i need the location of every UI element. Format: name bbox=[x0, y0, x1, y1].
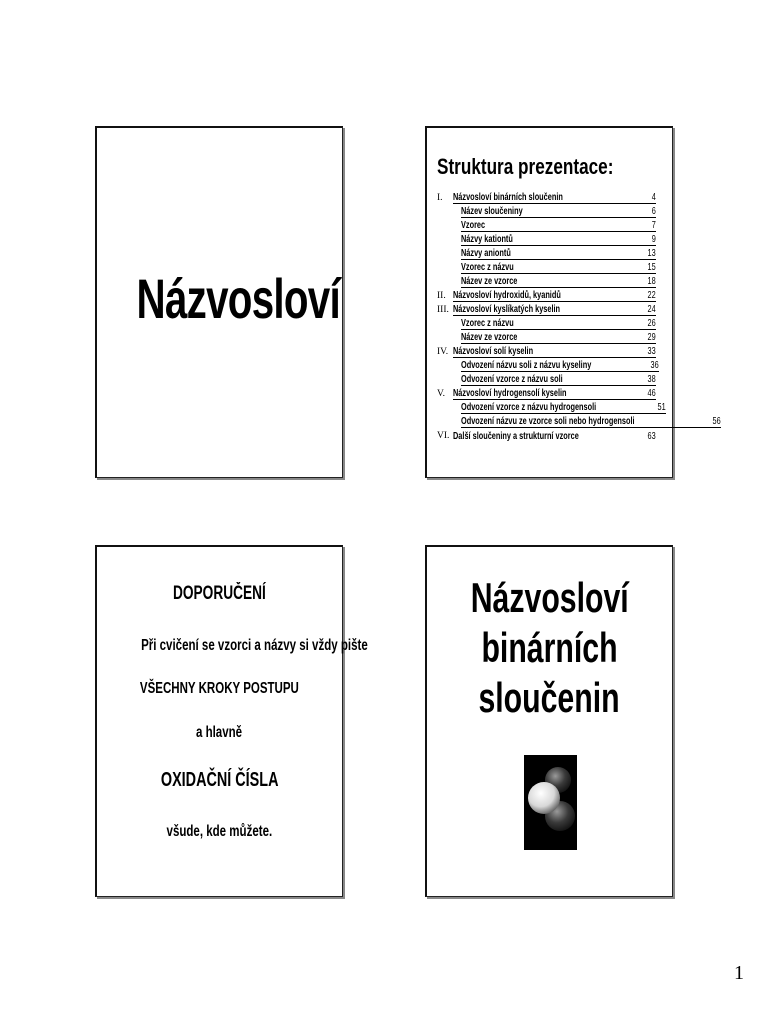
toc-item bbox=[437, 274, 656, 288]
toc-item-page: 6 bbox=[651, 205, 656, 217]
toc-item bbox=[437, 372, 656, 386]
toc-item bbox=[437, 358, 659, 372]
toc-item-label: Název ze vzorce bbox=[461, 331, 518, 343]
toc-item-page: 29 bbox=[647, 331, 656, 343]
toc-item bbox=[437, 386, 656, 400]
toc-item-label: Název sloučeniny bbox=[461, 205, 523, 217]
section-title: Názvosloví binárních sloučenin bbox=[470, 574, 629, 721]
toc-item-number: III. bbox=[437, 305, 449, 315]
toc-item bbox=[437, 246, 656, 260]
slide-title bbox=[95, 126, 343, 478]
slide-section-binary-compounds bbox=[425, 545, 673, 897]
toc-item-page: 22 bbox=[647, 289, 656, 301]
toc-item-label: Vzorec bbox=[461, 219, 486, 231]
toc-item-page: 13 bbox=[647, 247, 656, 259]
toc-item-number: V. bbox=[437, 389, 446, 399]
slide-table-of-contents bbox=[425, 126, 721, 478]
recommendation-line: všude, kde můžete. bbox=[166, 823, 273, 840]
toc-item-label: Odvození vzorce z názvu hydrogensoli bbox=[461, 401, 597, 413]
toc-item-label: Názvosloví hydroxidů, kyanidů bbox=[453, 289, 561, 301]
oxidation-numbers-heading: OXIDAČNÍ ČÍSLA bbox=[160, 769, 279, 791]
toc-item-label: Odvození názvu ze vzorce soli nebo hydrogensoli bbox=[461, 415, 635, 427]
page-number: 1 bbox=[734, 962, 744, 984]
toc-item bbox=[437, 414, 721, 428]
toc-heading: Struktura prezentace: bbox=[437, 154, 614, 179]
toc-item-page: 51 bbox=[657, 401, 666, 413]
toc-item-page: 33 bbox=[647, 345, 656, 357]
toc-item-page: 38 bbox=[647, 373, 656, 385]
toc-item-page: 26 bbox=[647, 317, 656, 329]
molecule-model-icon bbox=[524, 755, 577, 850]
toc-item-label: Názvosloví hydrogensolí kyselin bbox=[453, 387, 567, 399]
toc-item-page: 15 bbox=[647, 261, 656, 273]
toc-item-page: 24 bbox=[647, 303, 656, 315]
toc-item bbox=[437, 288, 656, 302]
toc-item-label: Názvosloví kyslíkatých kyselin bbox=[453, 303, 561, 315]
toc-list bbox=[437, 190, 721, 442]
toc-item-number: VI. bbox=[437, 431, 450, 441]
toc-item-label: Názvosloví solí kyselin bbox=[453, 345, 534, 357]
toc-item bbox=[437, 218, 656, 232]
toc-item-page: 9 bbox=[651, 233, 656, 245]
toc-item-page: 63 bbox=[647, 430, 656, 442]
toc-item-label: Vzorec z názvu bbox=[461, 317, 514, 329]
toc-item-page: 7 bbox=[651, 219, 656, 231]
toc-item bbox=[437, 204, 656, 218]
toc-item bbox=[437, 330, 656, 344]
recommendation-heading: DOPORUČENÍ bbox=[173, 583, 266, 604]
toc-item-label: Název ze vzorce bbox=[461, 275, 518, 287]
toc-item-label: Názvy aniontů bbox=[461, 247, 511, 259]
toc-item-label: Názvosloví binárních sloučenin bbox=[453, 191, 563, 203]
toc-item-label: Názvy kationtů bbox=[461, 233, 513, 245]
toc-item-page: 46 bbox=[647, 387, 656, 399]
toc-item bbox=[437, 344, 656, 358]
toc-item bbox=[437, 260, 656, 274]
toc-item-number: IV. bbox=[437, 347, 449, 357]
toc-item-page: 36 bbox=[650, 359, 659, 371]
toc-item-label: Odvození názvu soli z názvu kyseliny bbox=[461, 359, 592, 371]
toc-item-number: II. bbox=[437, 291, 446, 301]
toc-item-page: 56 bbox=[712, 415, 721, 427]
toc-item bbox=[437, 400, 666, 414]
toc-item bbox=[437, 316, 656, 330]
toc-item-page: 4 bbox=[651, 191, 656, 203]
recommendation-line: a hlavně bbox=[196, 724, 243, 741]
toc-item-label: Další sloučeniny a strukturní vzorce bbox=[453, 430, 579, 442]
toc-item-page: 18 bbox=[647, 275, 656, 287]
slide-title-text: Názvosloví bbox=[136, 267, 341, 330]
toc-item-label: Odvození vzorce z názvu soli bbox=[461, 373, 563, 385]
molecule-image bbox=[524, 755, 577, 850]
toc-item-label: Vzorec z názvu bbox=[461, 261, 514, 273]
toc-item bbox=[437, 302, 656, 316]
toc-item bbox=[437, 232, 656, 246]
slide-recommendation bbox=[95, 545, 368, 897]
toc-item-number: I. bbox=[437, 193, 443, 203]
toc-item bbox=[437, 428, 656, 442]
toc-item bbox=[437, 190, 656, 204]
recommendation-line: Při cvičení se vzorci a názvy si vždy pište bbox=[141, 637, 368, 654]
recommendation-line: VŠECHNY KROKY POSTUPU bbox=[140, 680, 299, 697]
